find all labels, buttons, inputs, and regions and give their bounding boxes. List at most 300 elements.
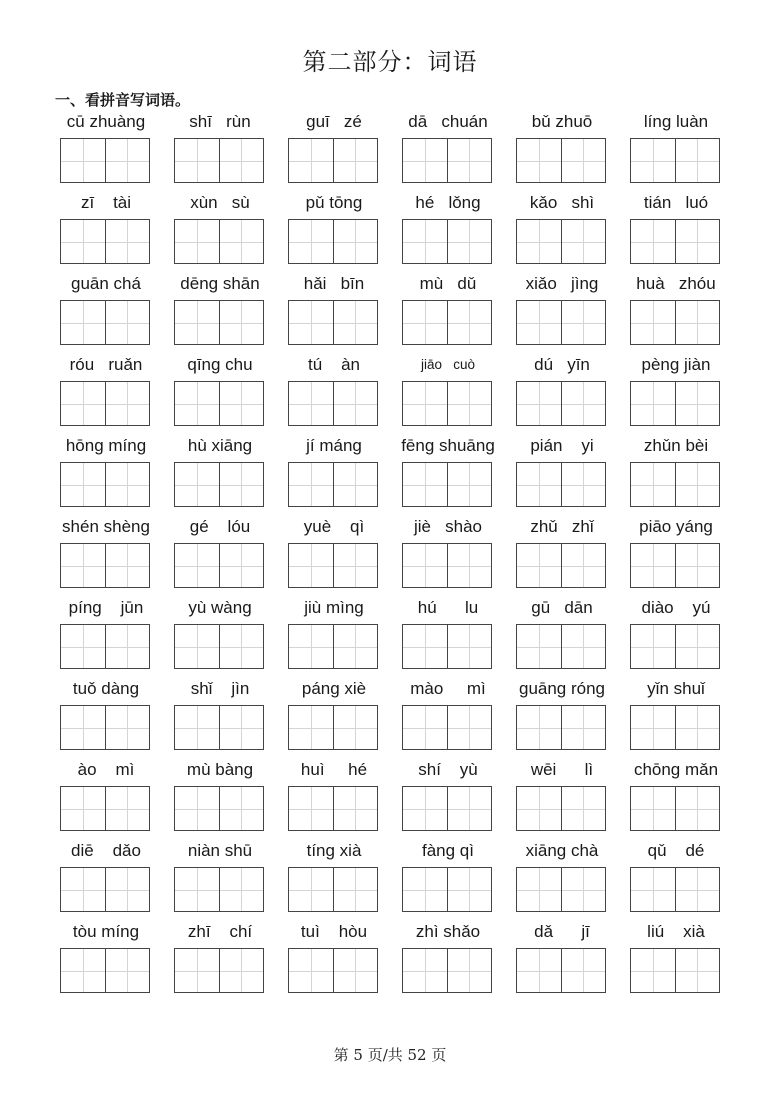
tianzige-answer-box[interactable] (630, 705, 720, 750)
character-cell[interactable] (631, 301, 675, 344)
character-cell[interactable] (333, 382, 378, 425)
character-cell[interactable] (289, 544, 333, 587)
tianzige-answer-box[interactable] (402, 786, 492, 831)
character-cell[interactable] (219, 625, 264, 668)
tianzige-answer-box[interactable] (288, 786, 378, 831)
character-cell[interactable] (105, 463, 150, 506)
word-item (60, 678, 152, 759)
character-cell[interactable] (631, 949, 675, 992)
character-cell[interactable] (105, 787, 150, 830)
pinyin-label: kǎo shì (529, 193, 595, 212)
tianzige-answer-box[interactable] (288, 948, 378, 993)
character-cell[interactable] (403, 625, 447, 668)
character-cell[interactable] (61, 139, 105, 182)
tianzige-answer-box[interactable] (60, 786, 150, 831)
word-item (516, 516, 608, 597)
character-cell[interactable] (175, 139, 219, 182)
pinyin-label: mù dǔ (419, 274, 477, 293)
word-item (288, 597, 380, 678)
character-cell[interactable] (403, 463, 447, 506)
tianzige-answer-box[interactable] (288, 219, 378, 264)
character-cell[interactable] (61, 706, 105, 749)
tianzige-answer-box[interactable] (174, 138, 264, 183)
character-cell[interactable] (333, 949, 378, 992)
word-item (288, 840, 380, 921)
tianzige-answer-box[interactable] (516, 786, 606, 831)
word-item (288, 111, 380, 192)
tianzige-answer-box[interactable] (402, 138, 492, 183)
tianzige-answer-box[interactable] (630, 138, 720, 183)
tianzige-answer-box[interactable] (174, 462, 264, 507)
character-cell[interactable] (61, 868, 105, 911)
pinyin-label: yǐn shuǐ (647, 679, 705, 698)
character-cell[interactable] (61, 949, 105, 992)
character-cell[interactable] (447, 625, 492, 668)
tianzige-answer-box[interactable] (174, 786, 264, 831)
tianzige-answer-box[interactable] (288, 543, 378, 588)
character-cell[interactable] (289, 382, 333, 425)
word-item (288, 273, 380, 354)
tianzige-answer-box[interactable] (402, 705, 492, 750)
pinyin-label: fēng shuāng (401, 436, 495, 455)
character-cell[interactable] (631, 625, 675, 668)
word-item (60, 597, 152, 678)
page-title: 第二部分：词语 (302, 48, 478, 76)
word-item (516, 354, 608, 435)
character-cell[interactable] (675, 139, 720, 182)
word-item (516, 921, 608, 1002)
word-item (288, 354, 380, 435)
character-cell[interactable] (561, 787, 606, 830)
word-item (60, 516, 152, 597)
character-cell[interactable] (561, 220, 606, 263)
pinyin-label: qīng chu (187, 355, 253, 374)
character-cell[interactable] (61, 544, 105, 587)
word-item (630, 192, 722, 273)
pinyin-label: dā chuán (408, 112, 488, 131)
pinyin-label: tòu míng (72, 922, 140, 941)
pinyin-label: xiǎo jìng (525, 274, 599, 293)
character-cell[interactable] (219, 220, 264, 263)
pinyin-label: gé lóu (189, 517, 251, 536)
tianzige-answer-box[interactable] (288, 381, 378, 426)
character-cell[interactable] (675, 544, 720, 587)
character-cell[interactable] (219, 463, 264, 506)
character-cell[interactable] (517, 301, 561, 344)
word-item (60, 111, 152, 192)
character-cell[interactable] (175, 706, 219, 749)
word-item (630, 354, 722, 435)
character-cell[interactable] (631, 382, 675, 425)
character-cell[interactable] (333, 706, 378, 749)
character-cell[interactable] (631, 220, 675, 263)
character-cell[interactable] (175, 949, 219, 992)
character-cell[interactable] (289, 463, 333, 506)
tianzige-answer-box[interactable] (402, 948, 492, 993)
character-cell[interactable] (105, 544, 150, 587)
character-cell[interactable] (105, 949, 150, 992)
character-cell[interactable] (517, 787, 561, 830)
character-cell[interactable] (631, 868, 675, 911)
character-cell[interactable] (517, 868, 561, 911)
character-cell[interactable] (403, 382, 447, 425)
character-cell[interactable] (61, 382, 105, 425)
character-cell[interactable] (403, 868, 447, 911)
character-cell[interactable] (289, 220, 333, 263)
word-item (174, 435, 266, 516)
pinyin-label: cū zhuàng (66, 112, 146, 131)
pinyin-label: píng jūn (68, 598, 144, 617)
character-cell[interactable] (447, 787, 492, 830)
pinyin-label: ào mì (77, 760, 135, 779)
pinyin-label: fàng qì (422, 841, 474, 860)
tianzige-answer-box[interactable] (288, 138, 378, 183)
pinyin-label: guān chá (71, 274, 141, 293)
character-cell[interactable] (175, 544, 219, 587)
tianzige-answer-box[interactable] (516, 300, 606, 345)
character-cell[interactable] (561, 382, 606, 425)
character-cell[interactable] (517, 949, 561, 992)
pinyin-label: qǔ dé (647, 841, 705, 860)
pinyin-label: líng luàn (643, 112, 709, 131)
tianzige-answer-box[interactable] (174, 381, 264, 426)
character-cell[interactable] (561, 625, 606, 668)
word-item (174, 678, 266, 759)
pinyin-label: xiāng chà (525, 841, 599, 860)
character-cell[interactable] (333, 139, 378, 182)
tianzige-answer-box[interactable] (174, 624, 264, 669)
character-cell[interactable] (219, 382, 264, 425)
character-cell[interactable] (517, 382, 561, 425)
character-cell[interactable] (175, 220, 219, 263)
pinyin-label: shǐ jìn (190, 679, 250, 698)
character-cell[interactable] (61, 301, 105, 344)
word-item (288, 435, 380, 516)
tianzige-answer-box[interactable] (60, 219, 150, 264)
page-number-footer: 第 5 页/共 52 页 (333, 1046, 447, 1064)
pinyin-label: zhì shǎo (415, 922, 481, 941)
pinyin-label: guāng róng (518, 679, 606, 698)
pinyin-label: wēi lì (530, 760, 594, 779)
tianzige-answer-box[interactable] (174, 219, 264, 264)
character-cell[interactable] (403, 139, 447, 182)
pinyin-label: diē dǎo (71, 841, 141, 860)
tianzige-answer-box[interactable] (402, 462, 492, 507)
character-cell[interactable] (175, 868, 219, 911)
character-cell[interactable] (447, 301, 492, 344)
character-cell[interactable] (675, 787, 720, 830)
character-cell[interactable] (219, 787, 264, 830)
character-cell[interactable] (333, 868, 378, 911)
character-cell[interactable] (517, 625, 561, 668)
tianzige-answer-box[interactable] (288, 462, 378, 507)
pinyin-label: mù bàng (186, 760, 254, 779)
character-cell[interactable] (105, 139, 150, 182)
tianzige-answer-box[interactable] (630, 543, 720, 588)
character-cell[interactable] (447, 949, 492, 992)
tianzige-answer-box[interactable] (516, 867, 606, 912)
character-cell[interactable] (561, 301, 606, 344)
word-item (60, 921, 152, 1002)
character-cell[interactable] (403, 301, 447, 344)
character-cell[interactable] (675, 220, 720, 263)
word-item (402, 921, 494, 1002)
word-item (402, 111, 494, 192)
word-item (60, 759, 152, 840)
tianzige-answer-box[interactable] (516, 381, 606, 426)
character-cell[interactable] (219, 544, 264, 587)
tianzige-answer-box[interactable] (60, 300, 150, 345)
character-cell[interactable] (631, 139, 675, 182)
pinyin-label: shén shèng (62, 517, 150, 536)
tianzige-answer-box[interactable] (174, 300, 264, 345)
character-cell[interactable] (175, 787, 219, 830)
character-cell[interactable] (289, 301, 333, 344)
character-cell[interactable] (175, 382, 219, 425)
tianzige-answer-box[interactable] (60, 138, 150, 183)
character-cell[interactable] (333, 625, 378, 668)
character-cell[interactable] (289, 706, 333, 749)
word-item (402, 354, 494, 435)
word-item (402, 678, 494, 759)
pinyin-label: páng xiè (301, 679, 367, 698)
word-item (630, 273, 722, 354)
character-cell[interactable] (289, 949, 333, 992)
word-item (174, 273, 266, 354)
character-cell[interactable] (675, 301, 720, 344)
character-cell[interactable] (517, 139, 561, 182)
character-cell[interactable] (105, 301, 150, 344)
character-cell[interactable] (447, 382, 492, 425)
character-cell[interactable] (631, 544, 675, 587)
word-item (630, 516, 722, 597)
word-item (174, 192, 266, 273)
pinyin-label: piāo yáng (639, 517, 713, 536)
character-cell[interactable] (561, 544, 606, 587)
character-cell[interactable] (219, 706, 264, 749)
tianzige-answer-box[interactable] (60, 705, 150, 750)
tianzige-answer-box[interactable] (516, 138, 606, 183)
tianzige-answer-box[interactable] (630, 381, 720, 426)
character-cell[interactable] (675, 463, 720, 506)
character-cell[interactable] (175, 463, 219, 506)
tianzige-answer-box[interactable] (402, 624, 492, 669)
tianzige-answer-box[interactable] (516, 705, 606, 750)
word-item (288, 759, 380, 840)
character-cell[interactable] (517, 220, 561, 263)
word-item (60, 840, 152, 921)
pinyin-label: shí yù (418, 760, 478, 779)
character-cell[interactable] (289, 787, 333, 830)
tianzige-answer-box[interactable] (174, 867, 264, 912)
word-item (174, 516, 266, 597)
character-cell[interactable] (561, 868, 606, 911)
word-item (288, 921, 380, 1002)
word-item (402, 435, 494, 516)
character-cell[interactable] (675, 625, 720, 668)
word-item (516, 111, 608, 192)
character-cell[interactable] (517, 544, 561, 587)
pinyin-label: bǔ zhuō (531, 112, 593, 131)
tianzige-answer-box[interactable] (402, 300, 492, 345)
character-cell[interactable] (219, 949, 264, 992)
pinyin-label: hé lǒng (415, 193, 481, 212)
character-cell[interactable] (105, 382, 150, 425)
character-cell[interactable] (105, 706, 150, 749)
pinyin-label: pǔ tōng (305, 193, 363, 212)
character-cell[interactable] (175, 625, 219, 668)
pinyin-label: hōng míng (65, 436, 147, 455)
character-cell[interactable] (333, 220, 378, 263)
tianzige-answer-box[interactable] (60, 624, 150, 669)
word-item (60, 354, 152, 435)
tianzige-answer-box[interactable] (174, 543, 264, 588)
word-item (516, 759, 608, 840)
word-item (174, 597, 266, 678)
character-cell[interactable] (61, 787, 105, 830)
character-cell[interactable] (333, 463, 378, 506)
pinyin-label: róu ruǎn (69, 355, 143, 374)
character-cell[interactable] (517, 463, 561, 506)
character-cell[interactable] (631, 706, 675, 749)
word-item (516, 678, 608, 759)
character-cell[interactable] (219, 301, 264, 344)
tianzige-answer-box[interactable] (516, 543, 606, 588)
word-item (60, 435, 152, 516)
pinyin-label: mào mì (410, 679, 486, 698)
tianzige-answer-box[interactable] (630, 300, 720, 345)
character-cell[interactable] (403, 220, 447, 263)
pinyin-label: pèng jiàn (641, 355, 711, 374)
character-cell[interactable] (631, 463, 675, 506)
character-cell[interactable] (219, 139, 264, 182)
tianzige-answer-box[interactable] (288, 867, 378, 912)
character-cell[interactable] (447, 868, 492, 911)
tianzige-answer-box[interactable] (60, 462, 150, 507)
pinyin-label: zī tài (80, 193, 132, 212)
word-item (630, 111, 722, 192)
character-cell[interactable] (447, 463, 492, 506)
character-cell[interactable] (447, 706, 492, 749)
character-cell[interactable] (403, 706, 447, 749)
tianzige-answer-box[interactable] (516, 948, 606, 993)
character-cell[interactable] (675, 382, 720, 425)
pinyin-label: yuè qì (303, 517, 365, 536)
pinyin-label: huà zhóu (636, 274, 716, 293)
pinyin-label: yù wàng (188, 598, 252, 617)
character-cell[interactable] (403, 544, 447, 587)
character-cell[interactable] (289, 625, 333, 668)
pinyin-label: dú yīn (534, 355, 590, 374)
character-cell[interactable] (175, 301, 219, 344)
character-cell[interactable] (631, 787, 675, 830)
word-item (60, 192, 152, 273)
character-cell[interactable] (561, 463, 606, 506)
character-cell[interactable] (333, 544, 378, 587)
character-cell[interactable] (561, 139, 606, 182)
word-item (630, 759, 722, 840)
pinyin-label: jí máng (306, 436, 362, 455)
word-item (402, 840, 494, 921)
tianzige-answer-box[interactable] (516, 624, 606, 669)
tianzige-answer-box[interactable] (60, 948, 150, 993)
tianzige-answer-box[interactable] (402, 381, 492, 426)
tianzige-answer-box[interactable] (630, 867, 720, 912)
character-cell[interactable] (561, 706, 606, 749)
character-cell[interactable] (447, 544, 492, 587)
word-item (516, 273, 608, 354)
character-cell[interactable] (219, 868, 264, 911)
pinyin-label: pián yi (530, 436, 594, 455)
character-cell[interactable] (333, 787, 378, 830)
pinyin-label: chōng mǎn (633, 760, 719, 779)
character-cell[interactable] (403, 787, 447, 830)
pinyin-label: tú àn (308, 355, 360, 374)
character-cell[interactable] (61, 463, 105, 506)
tianzige-answer-box[interactable] (402, 867, 492, 912)
character-cell[interactable] (403, 949, 447, 992)
tianzige-answer-box[interactable] (630, 948, 720, 993)
tianzige-answer-box[interactable] (288, 300, 378, 345)
character-cell[interactable] (447, 139, 492, 182)
word-item (174, 759, 266, 840)
tianzige-answer-box[interactable] (174, 705, 264, 750)
tianzige-answer-box[interactable] (174, 948, 264, 993)
tianzige-answer-box[interactable] (288, 624, 378, 669)
word-item (60, 273, 152, 354)
tianzige-answer-box[interactable] (288, 705, 378, 750)
pinyin-label: jiè shào (413, 517, 483, 536)
tianzige-answer-box[interactable] (60, 543, 150, 588)
tianzige-answer-box[interactable] (60, 381, 150, 426)
character-cell[interactable] (517, 706, 561, 749)
tianzige-answer-box[interactable] (516, 462, 606, 507)
word-item (402, 192, 494, 273)
character-cell[interactable] (105, 220, 150, 263)
character-cell[interactable] (333, 301, 378, 344)
character-cell[interactable] (447, 220, 492, 263)
word-item (288, 516, 380, 597)
pinyin-label: jiù mìng (304, 598, 364, 617)
tianzige-answer-box[interactable] (516, 219, 606, 264)
tianzige-answer-box[interactable] (402, 219, 492, 264)
word-item (630, 840, 722, 921)
character-cell[interactable] (289, 139, 333, 182)
tianzige-answer-box[interactable] (402, 543, 492, 588)
character-cell[interactable] (675, 949, 720, 992)
tianzige-answer-box[interactable] (630, 786, 720, 831)
character-cell[interactable] (61, 625, 105, 668)
tianzige-answer-box[interactable] (60, 867, 150, 912)
character-cell[interactable] (105, 868, 150, 911)
tianzige-answer-box[interactable] (630, 219, 720, 264)
character-cell[interactable] (561, 949, 606, 992)
character-cell[interactable] (675, 868, 720, 911)
character-cell[interactable] (105, 625, 150, 668)
word-item (402, 597, 494, 678)
tianzige-answer-box[interactable] (630, 624, 720, 669)
tianzige-answer-box[interactable] (630, 462, 720, 507)
character-cell[interactable] (61, 220, 105, 263)
pinyin-label: hǎi bīn (303, 274, 365, 293)
pinyin-label: zhī chí (187, 922, 253, 941)
character-cell[interactable] (289, 868, 333, 911)
pinyin-label: jiāo cuò (420, 357, 476, 372)
pinyin-label: tíng xià (306, 841, 362, 860)
word-item (630, 678, 722, 759)
character-cell[interactable] (675, 706, 720, 749)
word-item (174, 354, 266, 435)
